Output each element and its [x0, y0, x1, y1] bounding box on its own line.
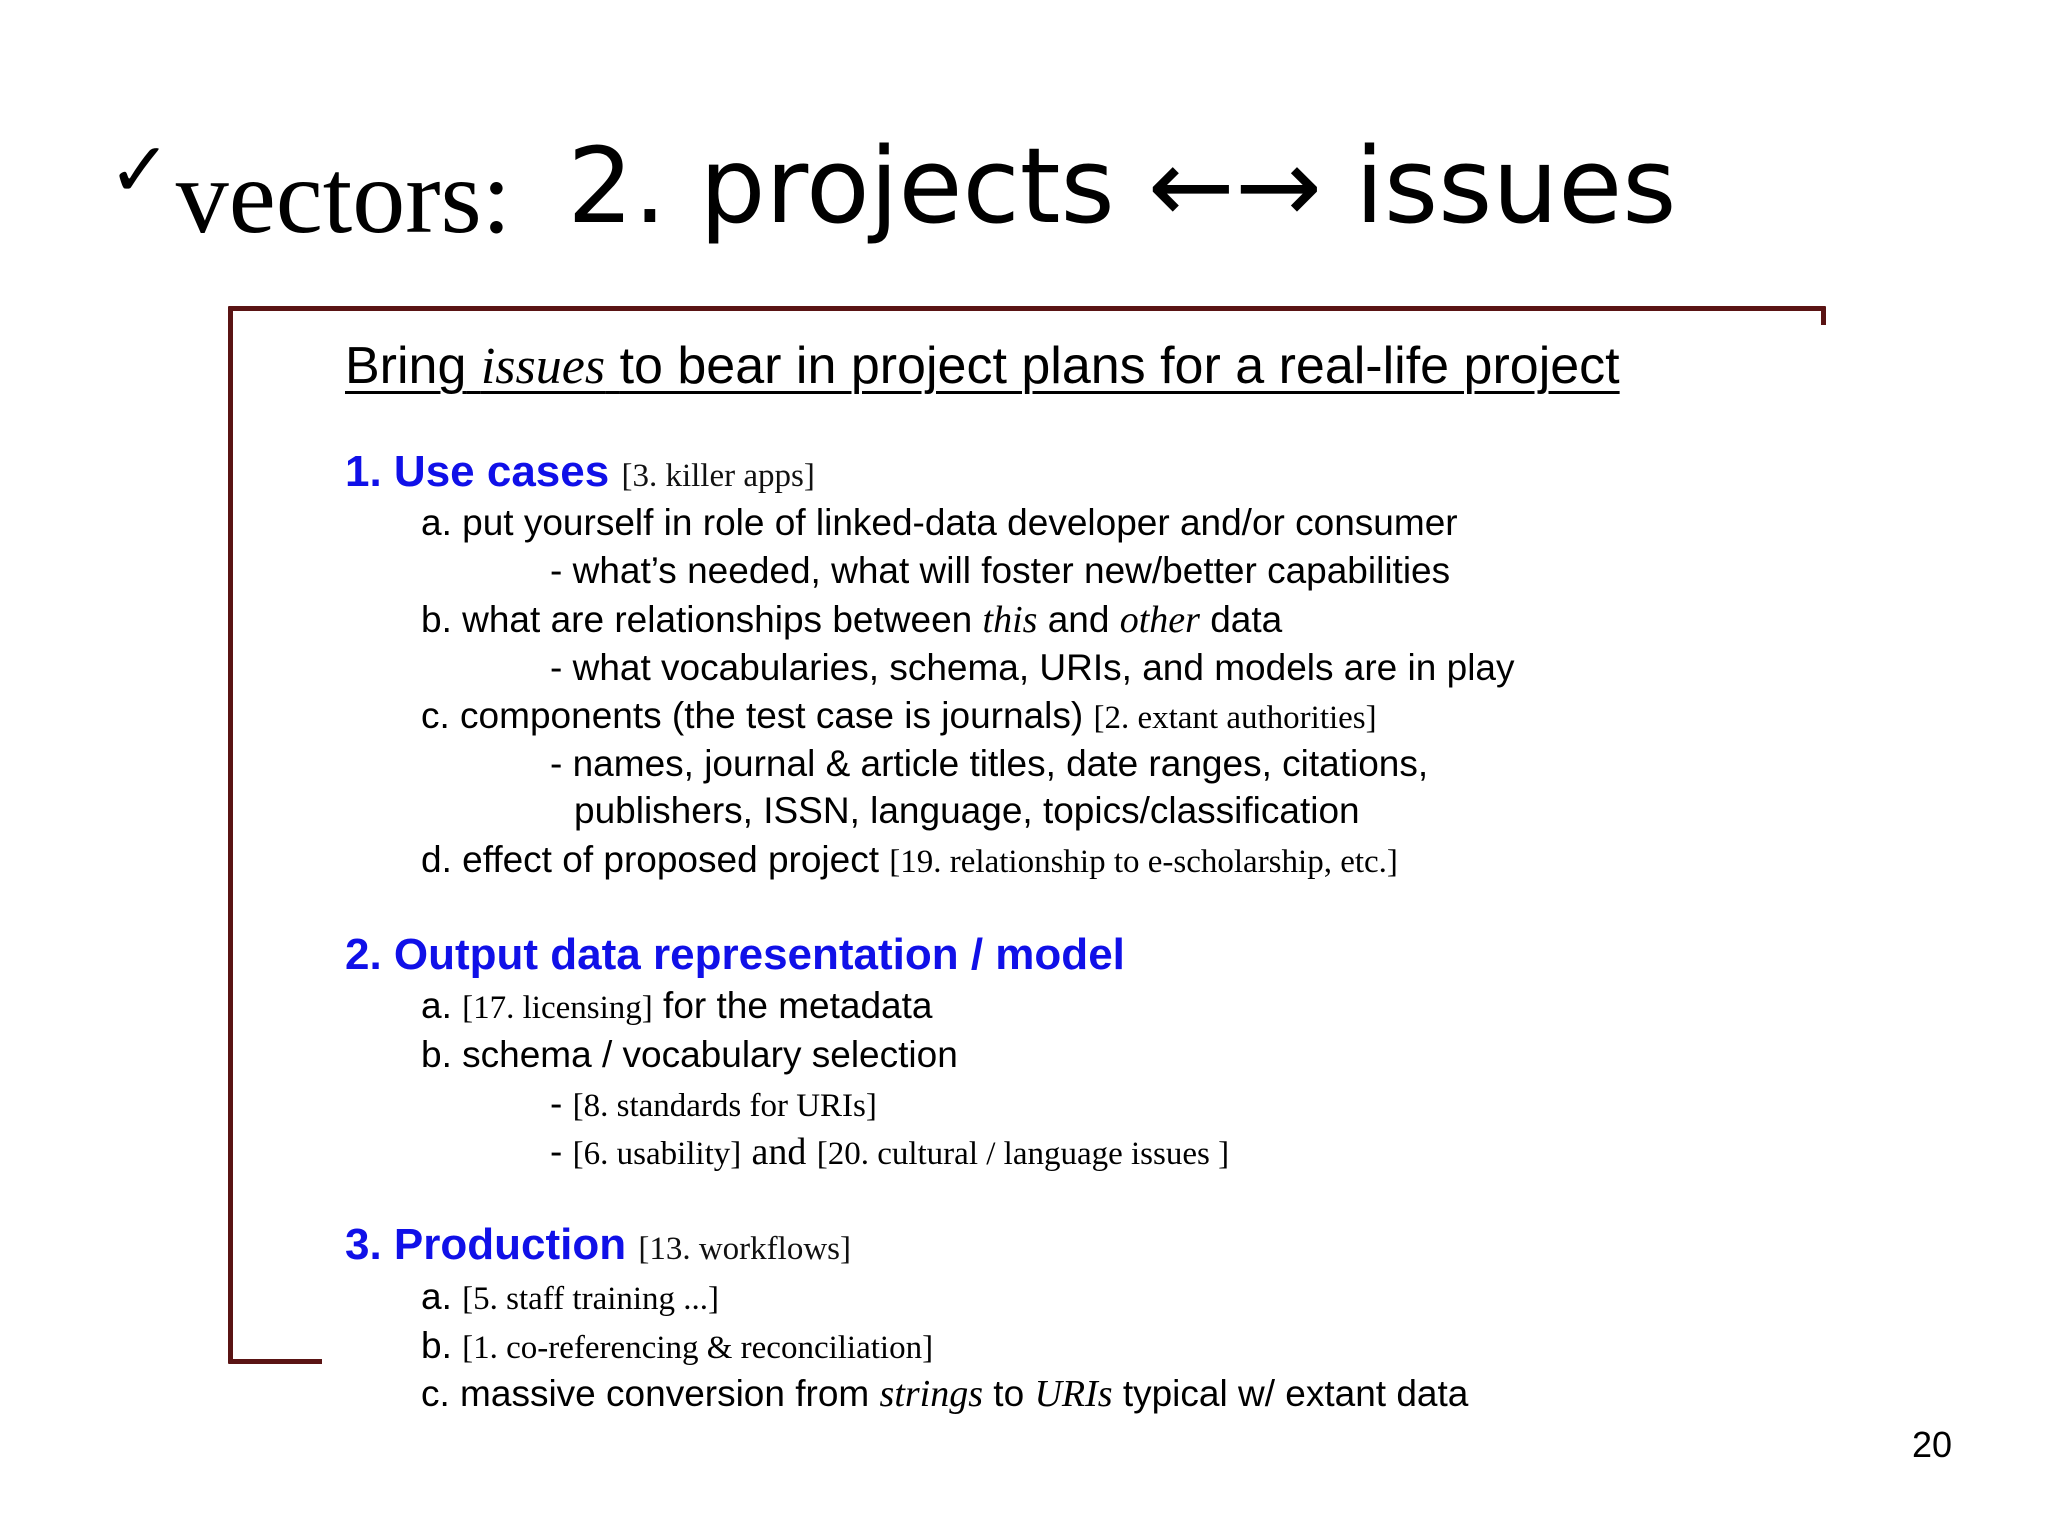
output-model-item-a-text: for the metadata	[663, 985, 933, 1026]
use-cases-item-d-text: d. effect of proposed project	[421, 839, 880, 880]
use-cases-item-b-this: this	[982, 599, 1038, 641]
output-model-item-b-sub-2-mid: and	[751, 1131, 807, 1173]
slide-title	[108, 118, 1676, 268]
use-cases-item-b-after: data	[1210, 599, 1283, 640]
output-model-item-a-ref: [17. licensing]	[462, 990, 653, 1026]
output-model-item-b-sub-2-ref-2: [20. cultural / language issues ]	[816, 1136, 1230, 1172]
use-cases-ref: [3. killer apps]	[621, 458, 815, 494]
heading-emphasis: issues	[480, 338, 606, 395]
output-model-item-b-sub-1-dash: -	[550, 1083, 563, 1124]
production-item-b-ref: [1. co-referencing & reconciliation]	[462, 1330, 934, 1366]
use-cases-item-b-before: b. what are relationships between	[421, 599, 973, 640]
production-item-a-ref: [5. staff training ...]	[462, 1281, 720, 1317]
use-cases-item-c	[421, 695, 1377, 738]
production-ref: [13. workflows]	[638, 1231, 851, 1267]
use-cases-item-c-text: c. components (the test case is journals)	[421, 695, 1084, 736]
use-cases-item-b-sub: - what vocabularies, schema, URIs, and models are in play	[550, 647, 1515, 688]
output-model-item-b: b. schema / vocabulary selection	[421, 1034, 958, 1075]
use-cases-item-a: a. put yourself in role of linked-data developer and/or consumer	[421, 502, 1458, 543]
use-cases-item-c-ref: [2. extant authorities]	[1093, 700, 1377, 736]
output-model-item-b-sub-2	[550, 1131, 1229, 1175]
output-model-item-b-sub-1	[550, 1083, 877, 1126]
production-item-c	[421, 1373, 1468, 1417]
output-model-item-a	[421, 985, 933, 1028]
production-item-c-strings: strings	[879, 1373, 984, 1415]
use-cases-item-a-sub: - what’s needed, what will foster new/better capabilities	[550, 550, 1451, 591]
production-title: 3. Production	[345, 1220, 627, 1269]
use-cases-item-d-ref: [19. relationship to e-scholarship, etc.]	[889, 844, 1398, 880]
production-item-c-uris: URIs	[1034, 1373, 1113, 1415]
use-cases-title: 1. Use cases	[345, 447, 610, 496]
use-cases-item-c-sub-2: publishers, ISSN, language, topics/classification	[574, 790, 1360, 831]
output-model-item-b-sub-2-ref-1: [6. usability]	[572, 1136, 742, 1172]
title-prefix: vectors:	[175, 138, 512, 255]
production-item-b-label: b.	[421, 1325, 452, 1366]
section-title-output-model: 2. Output data representation / model	[345, 930, 1125, 979]
title-main: 2. projects ←→ issues	[567, 125, 1677, 247]
heading-after: to bear in project plans for a real-life project	[619, 337, 1620, 395]
page-number: 20	[1911, 1424, 1952, 1465]
use-cases-item-c-sub-1: - names, journal & article titles, date ranges, citations,	[550, 743, 1429, 784]
production-item-a	[421, 1276, 719, 1319]
production-item-c-mid: to	[993, 1373, 1025, 1414]
checkmark-icon: ✓	[108, 125, 172, 214]
use-cases-item-b	[421, 599, 1282, 643]
heading-before: Bring	[345, 337, 467, 395]
production-item-b	[421, 1325, 933, 1368]
use-cases-item-b-other: other	[1119, 599, 1200, 641]
output-model-item-b-sub-1-ref: [8. standards for URIs]	[572, 1088, 877, 1124]
output-model-item-a-label: a.	[421, 985, 452, 1026]
production-item-a-label: a.	[421, 1276, 452, 1317]
section-title-use-cases	[345, 448, 815, 496]
production-item-c-before: c. massive conversion from	[421, 1373, 870, 1414]
panel-heading	[345, 336, 1620, 396]
production-item-c-after: typical w/ extant data	[1122, 1373, 1469, 1414]
use-cases-item-b-mid: and	[1047, 599, 1110, 640]
use-cases-item-d	[421, 839, 1398, 882]
output-model-item-b-sub-2-dash: -	[550, 1131, 563, 1172]
section-title-production	[345, 1221, 851, 1269]
